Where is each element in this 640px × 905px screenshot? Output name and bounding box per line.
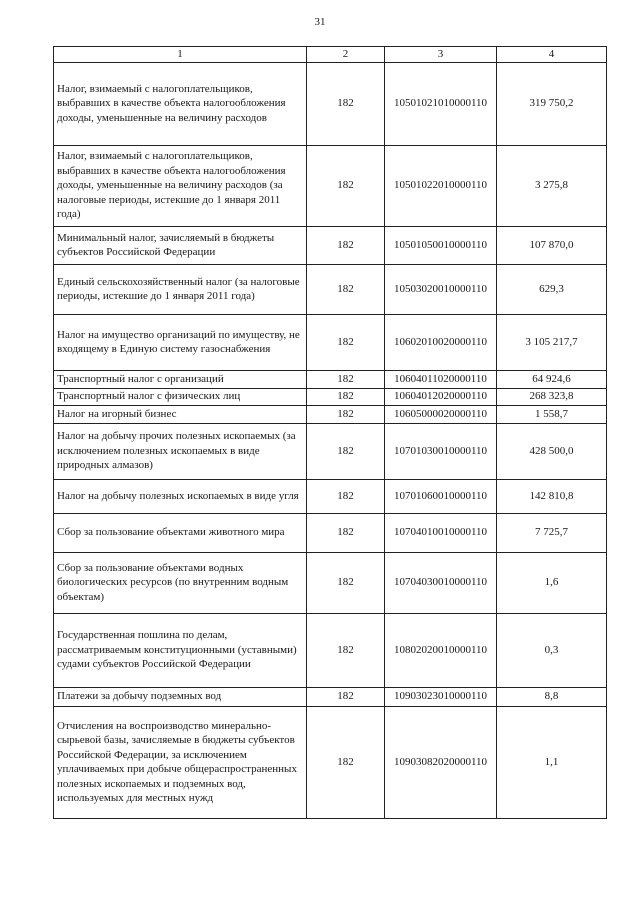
table-row (54, 613, 607, 687)
amount: 7 725,7 (497, 513, 607, 552)
admin-code: 182 (307, 264, 385, 314)
amount: 3 275,8 (497, 145, 607, 226)
admin-code: 182 (307, 479, 385, 513)
revenue-name: Платежи за добычу подземных вод (54, 687, 307, 706)
revenue-name: Налог, взимаемый с налогоплательщиков, выбравших в качестве объекта налогообложения доходы, уменьшенные на величину расходов (за налоговые периоды, истекшие до 1 января 2011 года) (54, 145, 307, 226)
table-row (54, 405, 607, 423)
revenue-name: Минимальный налог, зачисляемый в бюджеты субъектов Российской Федерации (54, 226, 307, 264)
budget-classification-code: 10701060010000110 (385, 479, 497, 513)
amount: 1 558,7 (497, 405, 607, 423)
admin-code: 182 (307, 405, 385, 423)
header-col-2: 2 (307, 47, 385, 63)
revenue-name: Сбор за пользование объектами водных биологических ресурсов (по внутренним водным объектам) (54, 552, 307, 613)
budget-classification-code: 10903023010000110 (385, 687, 497, 706)
amount: 268 323,8 (497, 388, 607, 405)
header-col-4: 4 (497, 47, 607, 63)
table-row (54, 264, 607, 314)
table-row (54, 370, 607, 388)
table-header-row (54, 47, 607, 63)
table-row (54, 145, 607, 226)
revenue-name: Единый сельскохозяйственный налог (за налоговые периоды, истекшие до 1 января 2011 года) (54, 264, 307, 314)
admin-code: 182 (307, 145, 385, 226)
budget-classification-code: 10604011020000110 (385, 370, 497, 388)
header-col-1: 1 (54, 47, 307, 63)
table-row (54, 687, 607, 706)
amount: 142 810,8 (497, 479, 607, 513)
revenue-name: Отчисления на воспроизводство минерально-сырьевой базы, зачисляемые в бюджеты субъектов Российской Федерации, за исключением уплачиваемых при добыче общераспространенных полезных ископаемых и подземных вод, используемых для местных нужд (54, 706, 307, 818)
table-row (54, 513, 607, 552)
table-row (54, 388, 607, 405)
amount: 64 924,6 (497, 370, 607, 388)
table-row (54, 552, 607, 613)
revenue-name: Налог на добычу прочих полезных ископаемых (за исключением полезных ископаемых в виде природных алмазов) (54, 423, 307, 479)
budget-classification-code: 10503020010000110 (385, 264, 497, 314)
budget-classification-code: 10602010020000110 (385, 314, 497, 370)
admin-code: 182 (307, 226, 385, 264)
admin-code: 182 (307, 423, 385, 479)
admin-code: 182 (307, 62, 385, 145)
admin-code: 182 (307, 687, 385, 706)
revenue-name: Сбор за пользование объектами животного мира (54, 513, 307, 552)
budget-classification-code: 10704010010000110 (385, 513, 497, 552)
budget-classification-code: 10802020010000110 (385, 613, 497, 687)
budget-revenue-table (53, 46, 607, 819)
admin-code: 182 (307, 552, 385, 613)
admin-code: 182 (307, 706, 385, 818)
revenue-name: Налог, взимаемый с налогоплательщиков, выбравших в качестве объекта налогообложения доходы, уменьшенные на величину расходов (54, 62, 307, 145)
budget-classification-code: 10501050010000110 (385, 226, 497, 264)
admin-code: 182 (307, 370, 385, 388)
table-row (54, 314, 607, 370)
budget-classification-code: 10701030010000110 (385, 423, 497, 479)
table-row (54, 423, 607, 479)
amount: 3 105 217,7 (497, 314, 607, 370)
amount: 629,3 (497, 264, 607, 314)
revenue-name: Транспортный налог с физических лиц (54, 388, 307, 405)
revenue-name: Налог на добычу полезных ископаемых в виде угля (54, 479, 307, 513)
page-number: 31 (314, 16, 326, 28)
amount: 319 750,2 (497, 62, 607, 145)
budget-classification-code: 10501021010000110 (385, 62, 497, 145)
amount: 428 500,0 (497, 423, 607, 479)
budget-classification-code: 10903082020000110 (385, 706, 497, 818)
revenue-name: Государственная пошлина по делам, рассматриваемым конституционными (уставными) судами субъектов Российской Федерации (54, 613, 307, 687)
admin-code: 182 (307, 388, 385, 405)
amount: 1,6 (497, 552, 607, 613)
amount: 107 870,0 (497, 226, 607, 264)
revenue-name: Налог на имущество организаций по имуществу, не входящему в Единую систему газоснабжения (54, 314, 307, 370)
table-row (54, 62, 607, 145)
admin-code: 182 (307, 314, 385, 370)
table-row (54, 706, 607, 818)
budget-classification-code: 10501022010000110 (385, 145, 497, 226)
budget-classification-code: 10604012020000110 (385, 388, 497, 405)
table-row (54, 479, 607, 513)
revenue-name: Налог на игорный бизнес (54, 405, 307, 423)
budget-classification-code: 10605000020000110 (385, 405, 497, 423)
admin-code: 182 (307, 513, 385, 552)
table-row (54, 226, 607, 264)
header-col-3: 3 (385, 47, 497, 63)
revenue-name: Транспортный налог с организаций (54, 370, 307, 388)
amount: 0,3 (497, 613, 607, 687)
admin-code: 182 (307, 613, 385, 687)
amount: 1,1 (497, 706, 607, 818)
amount: 8,8 (497, 687, 607, 706)
budget-classification-code: 10704030010000110 (385, 552, 497, 613)
